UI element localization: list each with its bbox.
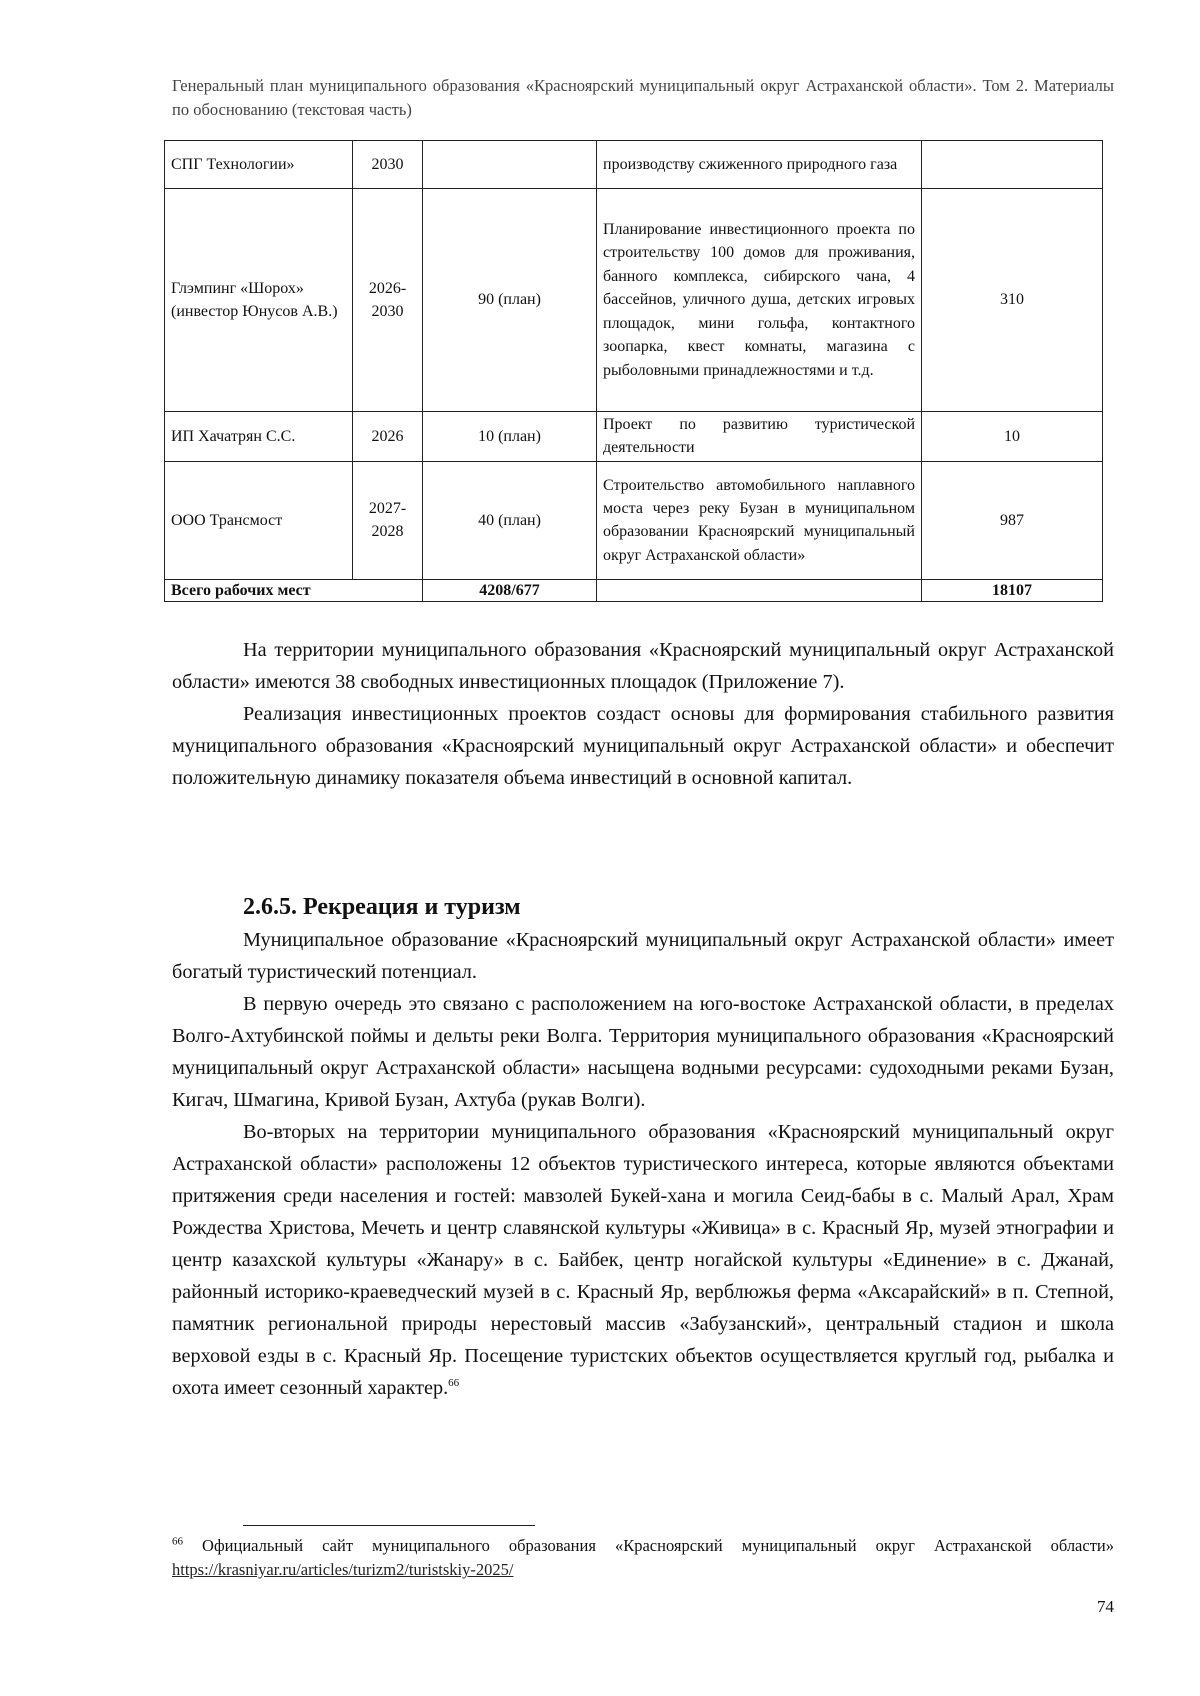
- table-row: [165, 189, 1103, 412]
- company-name-cell: СПГ Технологии»: [165, 141, 353, 189]
- year-cell: 2027-2028: [353, 461, 423, 579]
- description-cell: производству сжиженного природного газа: [597, 141, 922, 189]
- investment-cell: 310: [922, 189, 1103, 412]
- company-name-cell: Глэмпинг «Шорох» (инвестор Юнусов А.В.): [165, 189, 353, 412]
- year-cell: 2026-2030: [353, 189, 423, 412]
- paragraph: [172, 1116, 1114, 1404]
- total-row: [165, 579, 1103, 601]
- total-label-cell: Всего рабочих мест: [165, 579, 423, 601]
- paragraph-text: Во-вторых на территории муниципального образования «Красноярский муниципальный округ Астраханской области» расположены 12 объектов туристического интереса, которые являются объектами притяжения среди населения и гостей: мавзолей Букей-хана и могила Сеид-бабы в с. Малый Арал, Храм Рождества Христова, Мечеть и центр славянской культуры «Живица» в с. Красный Яр, музей этнографии и центр казахской культуры «Жанару» в с. Байбек, центр ногайской культуры «Единение» в с. Джанай, районный историко-краеведческий музей в с. Красный Яр, верблюжья ферма «Аксарайский» в п. Степной, памятник региональной природы нерестовый массив «Забузанский», центральный стадион и школа верховой езды в с. Красный Яр. Посещение туристских объектов осуществляется круглый год, рыбалка и охота имеет сезонный характер.: [172, 1121, 1114, 1399]
- tourism-section-body: [172, 924, 1114, 1404]
- table-row: [165, 461, 1103, 579]
- jobs-cell: [423, 141, 597, 189]
- page-number: 74: [1097, 1597, 1114, 1616]
- total-empty-cell: [597, 579, 922, 601]
- footnote-separator: [243, 1525, 535, 1526]
- paragraph: Реализация инвестиционных проектов создаст основы для формирования стабильного развития муниципального образования «Красноярский муниципальный округ Астраханской области» и обеспечит положительную динамику показателя объема инвестиций в основной капитал.: [172, 703, 1114, 789]
- table-row: [165, 412, 1103, 462]
- investment-cell: [922, 141, 1103, 189]
- investment-cell: 10: [922, 412, 1103, 462]
- jobs-cell: 10 (план): [423, 412, 597, 462]
- footnote-number: 66: [172, 1535, 183, 1548]
- total-jobs-cell: 4208/677: [423, 579, 597, 601]
- year-cell: 2026: [353, 412, 423, 462]
- investment-summary: [172, 634, 1114, 794]
- footnote-ref[interactable]: 66: [448, 1377, 460, 1390]
- company-name-cell: ИП Хачатрян С.С.: [165, 412, 353, 462]
- total-investment-cell: 18107: [922, 579, 1103, 601]
- paragraph: Муниципальное образование «Красноярский муниципальный округ Астраханской области» имеет богатый туристический потенциал.: [172, 929, 1114, 983]
- description-cell: Планирование инвестиционного проекта по строительству 100 домов для проживания, банного комплекса, сибирского чана, 4 бассейнов, уличного душа, детских игровых площадок, мини гольфа, контактного зоопарка, квест комнаты, магазина с рыболовными принадлежностями и т.д.: [597, 189, 922, 412]
- running-header: Генеральный план муниципального образования «Красноярский муниципальный округ Астраханской области». Том 2. Материалы по обоснованию (текстовая часть): [172, 76, 1114, 119]
- footnote-text: Официальный сайт муниципального образования «Красноярский муниципальный округ Астраханской области»: [202, 1536, 1114, 1555]
- description-cell: Строительство автомобильного наплавного моста через реку Бузан в муниципальном образовании Красноярский муниципальный округ Астраханской области»: [597, 461, 922, 579]
- footnote: [172, 1534, 1114, 1582]
- section-heading: 2.6.5. Рекреация и туризм: [243, 894, 521, 920]
- year-cell: 2030: [353, 141, 423, 189]
- paragraph: В первую очередь это связано с расположением на юго-востоке Астраханской области, в пределах Волго-Ахтубинской поймы и дельты реки Волга. Территория муниципального образования «Красноярский муниципальный округ Астраханской области» насыщена водными ресурсами: судоходными реками Бузан, Кигач, Шмагина, Кривой Бузан, Ахтуба (рукав Волги).: [172, 993, 1114, 1111]
- investment-cell: 987: [922, 461, 1103, 579]
- jobs-cell: 90 (план): [423, 189, 597, 412]
- paragraph: На территории муниципального образования «Красноярский муниципальный округ Астраханской области» имеются 38 свободных инвестиционных площадок (Приложение 7).: [172, 639, 1114, 693]
- footnote-link[interactable]: https://krasniyar.ru/articles/turizm2/turistskiy-2025/: [172, 1560, 514, 1579]
- investment-projects-table: [164, 140, 1103, 602]
- company-name-cell: ООО Трансмост: [165, 461, 353, 579]
- jobs-cell: 40 (план): [423, 461, 597, 579]
- description-cell: Проект по развитию туристической деятельности: [597, 412, 922, 462]
- table-row: [165, 141, 1103, 189]
